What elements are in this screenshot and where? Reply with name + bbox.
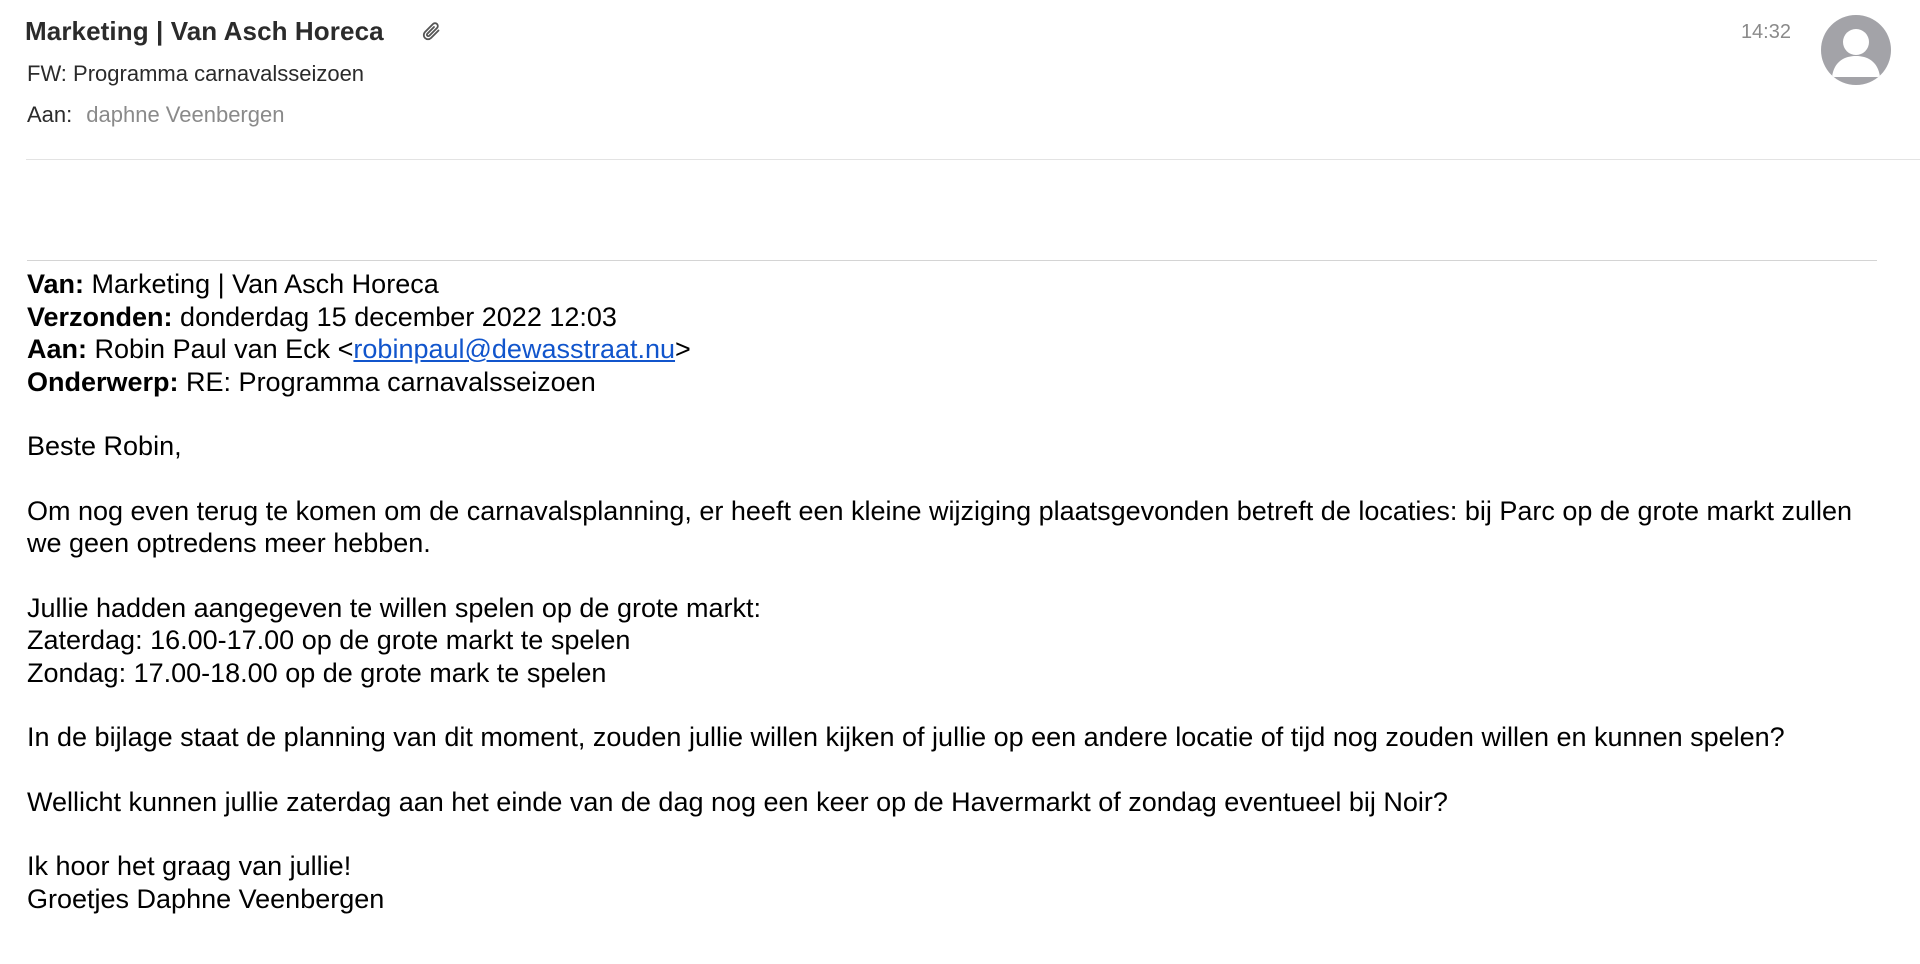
paragraph-3: In de bijlage staat de planning van dit moment, zouden jullie willen kijken of jullie op een andere locatie of tijd nog zouden willen en kunnen spelen? (27, 722, 1785, 752)
email-header (0, 0, 1920, 160)
person-avatar-icon[interactable] (1821, 15, 1891, 85)
recipient-row (27, 102, 284, 128)
header-divider (26, 159, 1920, 160)
spacer (27, 818, 1887, 850)
forward-to-line (27, 333, 1887, 366)
forward-subject-value: RE: Programma carnavalsseizoen (186, 366, 596, 397)
forward-to-label: Aan: (27, 334, 87, 364)
paragraph-4: Wellicht kunnen jullie zaterdag aan het einde van de dag nog een keer op de Havermarkt of zondag eventueel bij Noir? (27, 786, 1448, 817)
email-subject: FW: Programma carnavalsseizoen (27, 61, 365, 86)
email-time: 14:32 (1740, 21, 1791, 43)
recipient-label: Aan: (27, 102, 73, 127)
sender-row (25, 16, 444, 47)
spacer (27, 754, 1887, 786)
paragraph-2-line-3: Zondag: 17.00-18.00 op de grote mark te spelen (27, 657, 607, 688)
recipient-name[interactable]: daphne Veenbergen (86, 102, 285, 127)
message-body (27, 268, 1887, 915)
forward-sent-value: donderdag 15 december 2022 12:03 (180, 301, 617, 332)
spacer (27, 560, 1887, 592)
forward-divider (27, 260, 1877, 261)
forward-to-name: Robin Paul van Eck < (94, 334, 354, 364)
forward-to-email-link[interactable]: robinpaul@dewasstraat.nu (353, 334, 676, 364)
closing-line-2: Groetjes Daphne Veenbergen (27, 883, 385, 914)
paragraph-1: Om nog even terug te komen om de carnavalsplanning, er heeft een kleine wijziging plaatsgevonden betreft de locaties: bij Parc op de grote markt zullen we geen optredens meer hebben. (27, 495, 1853, 558)
spacer (27, 689, 1887, 721)
forward-sent-line (27, 301, 1887, 334)
greeting: Beste Robin, (27, 431, 182, 461)
forward-sent-label: Verzonden: (27, 301, 173, 332)
spacer (27, 398, 1887, 430)
paragraph-2-line-2: Zaterdag: 16.00-17.00 op de grote markt te spelen (27, 625, 631, 655)
forward-from-line (27, 268, 1887, 301)
paperclip-icon[interactable] (420, 19, 444, 45)
paragraph-2-line-1: Jullie hadden aangegeven te willen spelen op de grote markt: (27, 592, 761, 623)
forward-to-close: > (675, 334, 691, 364)
forward-subject-line (27, 366, 1887, 399)
forward-from-value: Marketing | Van Asch Horeca (91, 269, 439, 299)
spacer (27, 463, 1887, 495)
forward-subject-label: Onderwerp: (27, 366, 179, 397)
sender-name[interactable]: Marketing | Van Asch Horeca (25, 16, 384, 46)
closing-line-1: Ik hoor het graag van jullie! (27, 851, 352, 881)
forward-from-label: Van: (27, 269, 85, 299)
